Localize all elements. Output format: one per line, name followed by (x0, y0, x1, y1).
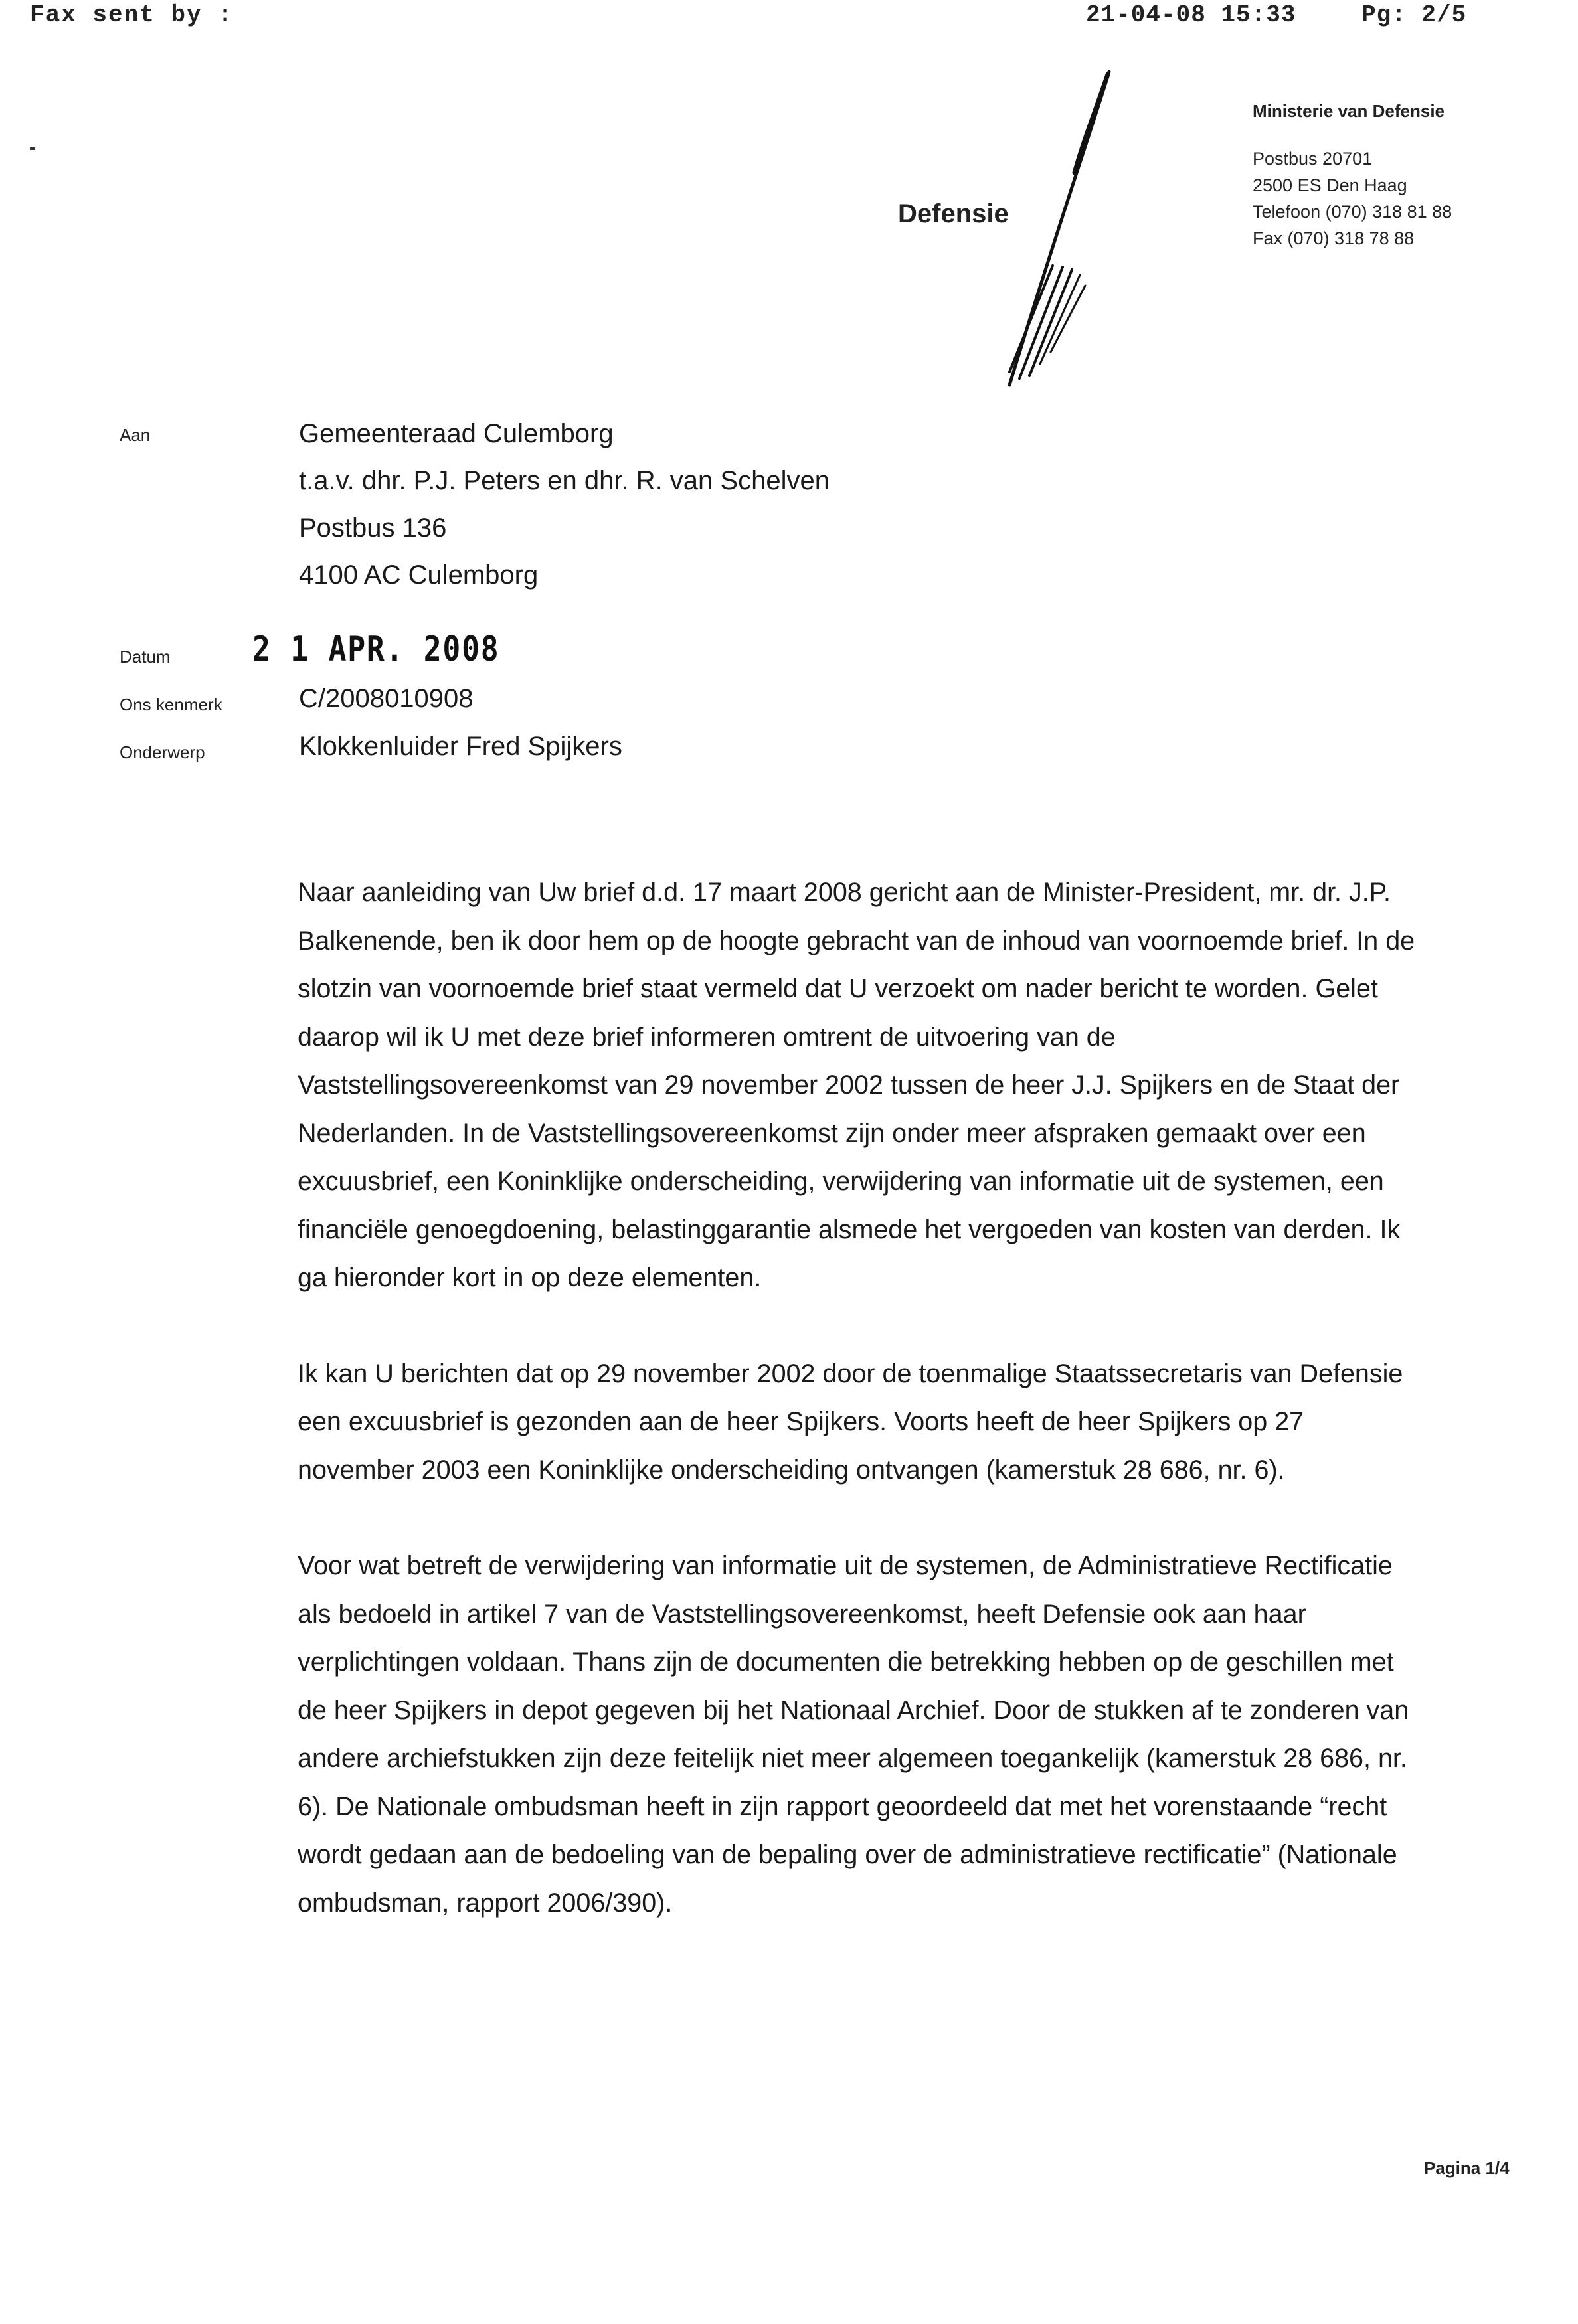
letter-body (298, 869, 1420, 1975)
datum-label: Datum (120, 647, 171, 667)
body-paragraph-2: Ik kan U berichten dat op 29 november 2002 door de toenmalige Staatssecretaris van Defensie een excuusbrief is gezonden aan de heer Spijkers. Voorts heeft de heer Spijkers op 27 november 2003 een Koninklijke onderscheiding ontvangen (kamerstuk 28 686, nr. 6). (298, 1359, 1403, 1485)
body-paragraph-3: Voor wat betreft de verwijdering van informatie uit de systemen, de Administratieve Rectificatie als bedoeld in artikel 7 van de Vaststellingsovereenkomst, heeft Defensie ook aan haar verplichtingen voldaan. Thans zijn de documenten die betrekking hebben op de geschillen met de heer Spijkers in depot gegeven bij het Nationaal Archief. Door de stukken af te zonderen van andere archiefstukken zijn deze feitelijk niet meer algemeen toegankelijk (kamerstuk 28 686, nr. 6). De Nationale ombudsman heeft in zijn rapport geoordeeld dat met het vorenstaande “recht wordt gedaan aan de bedoeling van de bepaling over de administratieve rectificatie” (Nationale ombudsman, rapport 2006/390). (298, 1551, 1409, 1918)
recipient-line: t.a.v. dhr. P.J. Peters en dhr. R. van Schelven (299, 466, 830, 495)
page-number: Pagina 1/4 (1424, 2158, 1510, 2178)
fax-datetime: 21-04-08 15:33 (1086, 1, 1296, 29)
ministry-name: Ministerie van Defensie (1253, 101, 1445, 121)
ministry-phone: Telefoon (070) 318 81 88 (1253, 202, 1452, 222)
recipient-address (299, 410, 830, 599)
fax-sender-label: Fax sent by : (30, 1, 234, 29)
ministry-city: 2500 ES Den Haag (1253, 175, 1407, 195)
date-stamp: 2 1 APR. 2008 (252, 629, 500, 669)
fax-header (0, 0, 1578, 40)
recipient-label: Aan (120, 425, 151, 445)
recipient-line: Gemeenteraad Culemborg (299, 419, 614, 448)
defensie-logo-icon (910, 66, 1116, 398)
kenmerk-label: Ons kenmerk (120, 695, 222, 714)
ministry-address-block (1253, 101, 1452, 252)
onderwerp-value: Klokkenluider Fred Spijkers (299, 732, 622, 761)
recipient-line: Postbus 136 (299, 513, 447, 542)
onderwerp-label: Onderwerp (120, 742, 205, 762)
ministry-postbus: Postbus 20701 (1253, 149, 1373, 169)
kenmerk-value: C/2008010908 (299, 684, 474, 713)
fax-page-number: Pg: 2/5 (1361, 1, 1467, 29)
recipient-line: 4100 AC Culemborg (299, 560, 539, 590)
logo-text: Defensie (898, 199, 1009, 228)
scan-speck (30, 147, 35, 150)
ministry-fax: Fax (070) 318 78 88 (1253, 228, 1415, 248)
body-paragraph-1: Naar aanleiding van Uw brief d.d. 17 maart 2008 gericht aan de Minister-President, mr. dr. J.P. Balkenende, ben ik door hem op de hoogte gebracht van de inhoud van voornoemde brief. In de slotzin van voornoemde brief staat vermeld dat U verzoekt om nader bericht te worden. Gelet daarop wil ik U met deze brief informeren omtrent de uitvoering van de Vaststellingsovereenkomst van 29 november 2002 tussen de heer J.J. Spijkers en de Staat der Nederlanden. In de Vaststellingsovereenkomst zijn onder meer afspraken gemaakt over een excuusbrief, een Koninklijke onderscheiding, verwijdering van informatie uit de systemen, een financiële genoegdoening, belastinggarantie alsmede het vergoeden van kosten van derden. Ik ga hieronder kort in op deze elementen. (298, 878, 1415, 1292)
